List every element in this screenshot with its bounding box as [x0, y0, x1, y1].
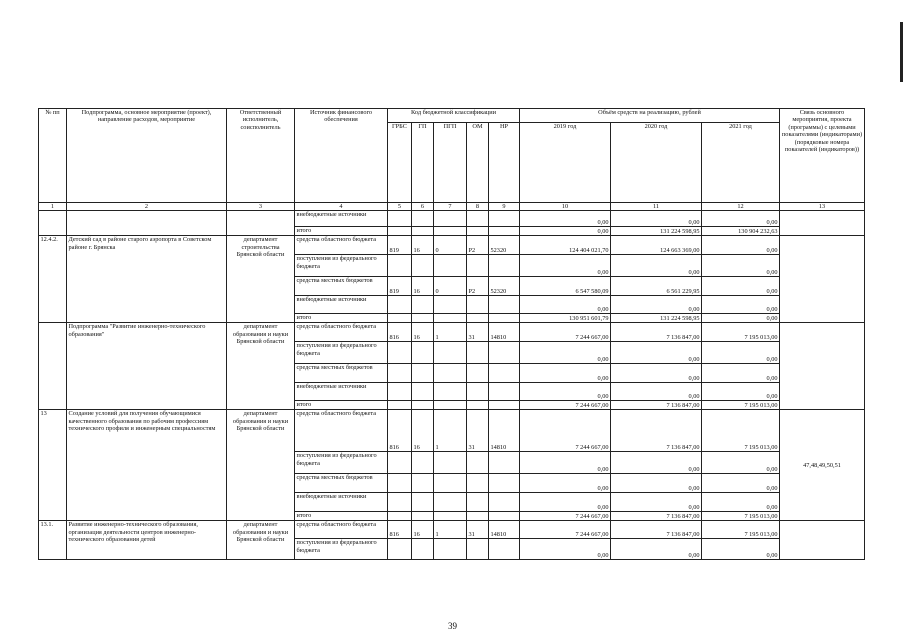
header-num: № пп [39, 109, 67, 203]
table-row: поступления из федерального бюджета 0,00 0,00 0,00 [296, 539, 778, 559]
col-number: 3 [227, 203, 295, 211]
table-row: поступления из федерального бюджета 0,00 0,00 0,00 [296, 255, 778, 276]
col-number: 7 [434, 203, 467, 211]
col-number: 12 [702, 203, 780, 211]
row-number: 13 [39, 410, 67, 521]
table-row: Подпрограмма "Развитие инженерно-технического образования" департамент образования и науки Брянской области средства областного бюджета 816 16 1 31 14810 7 244 667,00 7 136 847,00 7 195 013,00 [39, 323, 865, 342]
row-executor: департамент строительства Брянской области [227, 236, 295, 323]
header-budget-code: Код бюджетной классификации [388, 109, 520, 123]
table-row: 13 Создание условий для получения обучающимися качественного образования по рабочим профессиям технического профиля и инженерным специальностям департамент образования и науки Брянской области средства областного бюджета 816 16 1 31 14810 7 244 667,00 7 136 847,00 7 195 013,00 47,48,49,50,51 [39, 410, 865, 452]
row-executor: департамент образования и науки Брянской области [227, 410, 295, 521]
header-row [39, 109, 865, 123]
table-row: внебюджетные источники 0,00 0,00 0,00 [296, 296, 778, 313]
table-row: внебюджетные источники 0,00 0,00 0,00 [296, 493, 778, 511]
row-number: 12.4.2. [39, 236, 67, 323]
indicator-numbers: 47,48,49,50,51 [780, 410, 865, 521]
table-row: средства местных бюджетов 0,00 0,00 0,00 [296, 364, 778, 382]
col-number: 2 [67, 203, 227, 211]
col-number: 13 [780, 203, 865, 211]
table-row: поступления из федерального бюджета 0,00 0,00 0,00 [296, 452, 778, 473]
col-number: 1 [39, 203, 67, 211]
col-number: 6 [412, 203, 434, 211]
header-program: Подпрограмма, основное мероприятие (проект), направление расходов, мероприятие [67, 109, 227, 203]
row-title: Развитие инженерно-технического образования, организация деятельности центров инженерно-технического образования детей [67, 521, 227, 560]
col-number: 9 [489, 203, 520, 211]
header-om: ОМ [467, 123, 489, 203]
table-row: средства местных бюджетов 0,00 0,00 0,00 [296, 474, 778, 492]
table-row: 12.4.2. Детский сад в районе старого аэропорта в Советском районе г. Брянска департамент строительства Брянской области средства областного бюджета 819 16 0 Р2 52320 124 404 021,70 124 663 369,00 0,00 [39, 236, 865, 255]
header-grbs: ГРБС [388, 123, 412, 203]
row-title: Создание условий для получения обучающимися качественного образования по рабочим профессиям технического профиля и инженерным специальностям [67, 410, 227, 521]
table-row-total: итого 130 951 601,79 131 224 598,95 0,00 [296, 314, 778, 322]
table-row: средства местных бюджетов 819 16 0 Р2 52320 6 547 580,09 6 561 229,95 0,00 [296, 277, 778, 295]
col-number: 5 [388, 203, 412, 211]
header-pgp: ПГП [434, 123, 467, 203]
header-source: Источник финансового обеспечения [295, 109, 388, 203]
row-executor: департамент образования и науки Брянской области [227, 521, 295, 560]
col-number: 11 [611, 203, 702, 211]
source-label: внебюджетные источники [295, 211, 388, 227]
header-executor: Ответственный исполнитель, соисполнитель [227, 109, 295, 203]
table-row-total: итого 7 244 667,00 7 136 847,00 7 195 013,00 [296, 401, 778, 409]
col-number: 10 [520, 203, 611, 211]
header-2020: 2020 год [611, 123, 702, 203]
row-number: 13.1. [39, 521, 67, 560]
header-volume: Объём средств на реализацию, рублей [520, 109, 780, 123]
table-row: 13.1. Развитие инженерно-технического образования, организация деятельности центров инженерно-технического образования детей департамент образования и науки Брянской области средства областного бюджета 816 16 1 31 14810 7 244 667,00 7 136 847,00 7 195 013,00 [39, 521, 865, 539]
budget-table [38, 108, 865, 560]
header-link: Связь основного мероприятия, проекта (программы) с целевыми показателями (индикаторами) (порядковые номера показателей (индикаторов)) [780, 109, 865, 203]
header-gp: ГП [412, 123, 434, 203]
column-number-row [39, 203, 865, 211]
scan-edge-mark [900, 22, 903, 82]
table-row: внебюджетные источники 0,00 0,00 0,00 [39, 211, 865, 227]
header-nr: НР [489, 123, 520, 203]
header-2021: 2021 год [702, 123, 780, 203]
row-title: Детский сад в районе старого аэропорта в Советском районе г. Брянска [67, 236, 227, 323]
row-executor: департамент образования и науки Брянской области [227, 323, 295, 410]
col-number: 4 [295, 203, 388, 211]
page-number: 39 [448, 621, 457, 631]
row-title: Подпрограмма "Развитие инженерно-технического образования" [67, 323, 227, 410]
col-number: 8 [467, 203, 489, 211]
header-2019: 2019 год [520, 123, 611, 203]
table-row-total: итого 0,00 131 224 598,95 130 904 232,63 [296, 227, 778, 235]
table-row: внебюджетные источники 0,00 0,00 0,00 [296, 383, 778, 400]
table-row: поступления из федерального бюджета 0,00 0,00 0,00 [296, 342, 778, 363]
table-row-total: итого 7 244 667,00 7 136 847,00 7 195 013,00 [296, 512, 778, 520]
